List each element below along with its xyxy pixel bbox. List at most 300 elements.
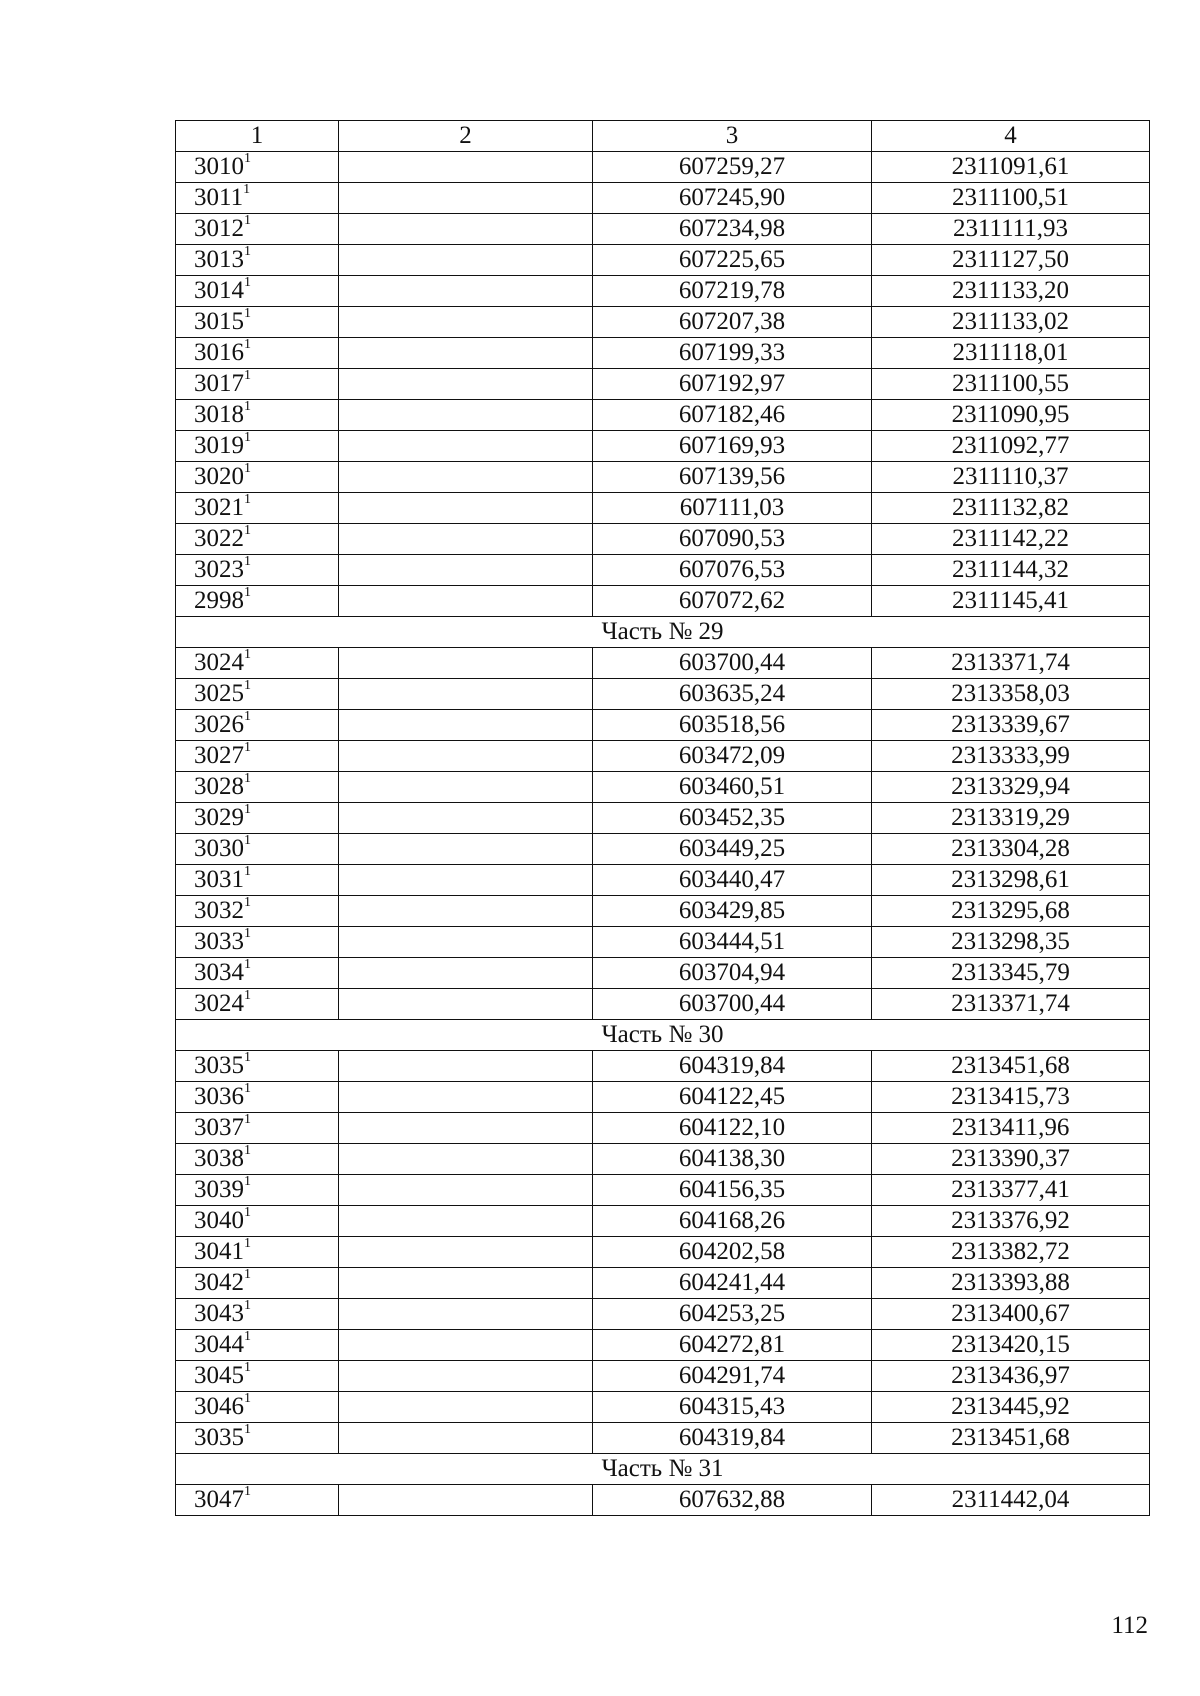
col-2-cell	[339, 1175, 593, 1206]
section-title: Часть № 30	[176, 1020, 1150, 1051]
col-2-cell	[339, 1392, 593, 1423]
col-2-cell	[339, 1299, 593, 1330]
point-number: 3042	[194, 1269, 244, 1296]
y-coordinate-cell: 2311090,95	[872, 400, 1150, 431]
point-number: 3043	[194, 1300, 244, 1327]
col-2-cell	[339, 989, 593, 1020]
x-coordinate-cell: 603444,51	[593, 927, 872, 958]
col-2-cell	[339, 431, 593, 462]
point-superscript: 1	[244, 461, 251, 476]
table-row	[176, 338, 1150, 369]
point-superscript: 1	[244, 368, 251, 383]
point-number: 3027	[194, 742, 244, 769]
section-title: Часть № 29	[176, 617, 1150, 648]
point-number: 3020	[194, 463, 244, 490]
point-number: 3015	[194, 308, 244, 335]
point-superscript: 1	[244, 864, 251, 879]
point-cell	[176, 1423, 339, 1454]
point-cell	[176, 152, 339, 183]
point-superscript: 1	[244, 1081, 251, 1096]
point-cell	[176, 586, 339, 617]
point-superscript: 1	[244, 244, 251, 259]
col-2-cell	[339, 152, 593, 183]
point-superscript: 1	[244, 1267, 251, 1282]
point-cell	[176, 338, 339, 369]
point-superscript: 1	[244, 895, 251, 910]
point-superscript: 1	[244, 1484, 251, 1499]
point-number: 3017	[194, 370, 244, 397]
col-2-cell	[339, 1206, 593, 1237]
table-row	[176, 958, 1150, 989]
page-number: 112	[1111, 1612, 1148, 1639]
col-2-cell	[339, 1082, 593, 1113]
header-col-2: 2	[339, 121, 593, 152]
y-coordinate-cell: 2311145,41	[872, 586, 1150, 617]
table-row	[176, 524, 1150, 555]
y-coordinate-cell: 2313319,29	[872, 803, 1150, 834]
section-row	[176, 1454, 1150, 1485]
y-coordinate-cell: 2311100,55	[872, 369, 1150, 400]
x-coordinate-cell: 607192,97	[593, 369, 872, 400]
x-coordinate-cell: 607090,53	[593, 524, 872, 555]
col-2-cell	[339, 772, 593, 803]
col-2-cell	[339, 648, 593, 679]
point-cell	[176, 989, 339, 1020]
point-number: 3035	[194, 1424, 244, 1451]
table-row	[176, 152, 1150, 183]
y-coordinate-cell: 2313376,92	[872, 1206, 1150, 1237]
y-coordinate-cell: 2311132,82	[872, 493, 1150, 524]
point-number: 3016	[194, 339, 244, 366]
point-superscript: 1	[244, 1391, 251, 1406]
point-number: 3047	[194, 1486, 244, 1513]
x-coordinate-cell: 604315,43	[593, 1392, 872, 1423]
col-2-cell	[339, 896, 593, 927]
point-cell	[176, 431, 339, 462]
point-superscript: 1	[244, 771, 251, 786]
y-coordinate-cell: 2313415,73	[872, 1082, 1150, 1113]
col-2-cell	[339, 1051, 593, 1082]
x-coordinate-cell: 604168,26	[593, 1206, 872, 1237]
table-row	[176, 1361, 1150, 1392]
table-row	[176, 1299, 1150, 1330]
coordinates-table	[175, 120, 1150, 1516]
x-coordinate-cell: 607245,90	[593, 183, 872, 214]
y-coordinate-cell: 2311100,51	[872, 183, 1150, 214]
table-row	[176, 1423, 1150, 1454]
point-superscript: 1	[244, 802, 251, 817]
point-cell	[176, 400, 339, 431]
x-coordinate-cell: 604122,10	[593, 1113, 872, 1144]
col-2-cell	[339, 400, 593, 431]
col-2-cell	[339, 1268, 593, 1299]
table-row	[176, 1485, 1150, 1516]
col-2-cell	[339, 1485, 593, 1516]
table-row	[176, 989, 1150, 1020]
point-cell	[176, 803, 339, 834]
point-superscript: 1	[244, 740, 251, 755]
x-coordinate-cell: 604156,35	[593, 1175, 872, 1206]
point-superscript: 1	[244, 151, 251, 166]
col-2-cell	[339, 369, 593, 400]
header-row	[176, 121, 1150, 152]
col-2-cell	[339, 710, 593, 741]
x-coordinate-cell: 603440,47	[593, 865, 872, 896]
y-coordinate-cell: 2313371,74	[872, 648, 1150, 679]
point-cell	[176, 1082, 339, 1113]
point-number: 3012	[194, 215, 244, 242]
point-number: 3032	[194, 897, 244, 924]
point-number: 3035	[194, 1052, 244, 1079]
table-row	[176, 586, 1150, 617]
table-row	[176, 834, 1150, 865]
y-coordinate-cell: 2311442,04	[872, 1485, 1150, 1516]
table-row	[176, 555, 1150, 586]
col-2-cell	[339, 555, 593, 586]
x-coordinate-cell: 603452,35	[593, 803, 872, 834]
col-2-cell	[339, 462, 593, 493]
point-number: 3038	[194, 1145, 244, 1172]
y-coordinate-cell: 2313393,88	[872, 1268, 1150, 1299]
y-coordinate-cell: 2313298,35	[872, 927, 1150, 958]
point-superscript: 1	[244, 1205, 251, 1220]
point-cell	[176, 493, 339, 524]
col-2-cell	[339, 865, 593, 896]
x-coordinate-cell: 607182,46	[593, 400, 872, 431]
point-cell	[176, 1051, 339, 1082]
table-row	[176, 1144, 1150, 1175]
x-coordinate-cell: 603704,94	[593, 958, 872, 989]
table-row	[176, 1082, 1150, 1113]
point-cell	[176, 772, 339, 803]
y-coordinate-cell: 2313333,99	[872, 741, 1150, 772]
x-coordinate-cell: 603449,25	[593, 834, 872, 865]
y-coordinate-cell: 2311142,22	[872, 524, 1150, 555]
col-2-cell	[339, 803, 593, 834]
point-number: 3034	[194, 959, 244, 986]
x-coordinate-cell: 603635,24	[593, 679, 872, 710]
point-cell	[176, 462, 339, 493]
x-coordinate-cell: 607076,53	[593, 555, 872, 586]
y-coordinate-cell: 2313382,72	[872, 1237, 1150, 1268]
table-row	[176, 276, 1150, 307]
y-coordinate-cell: 2311118,01	[872, 338, 1150, 369]
y-coordinate-cell: 2311127,50	[872, 245, 1150, 276]
point-number: 3010	[194, 153, 244, 180]
table-row	[176, 1237, 1150, 1268]
point-superscript: 1	[244, 647, 251, 662]
x-coordinate-cell: 604122,45	[593, 1082, 872, 1113]
col-2-cell	[339, 1144, 593, 1175]
point-cell	[176, 1330, 339, 1361]
point-number: 3029	[194, 804, 244, 831]
x-coordinate-cell: 603460,51	[593, 772, 872, 803]
header-col-4: 4	[872, 121, 1150, 152]
point-cell	[176, 1299, 339, 1330]
point-number: 3011	[194, 184, 244, 211]
point-superscript: 1	[244, 988, 251, 1003]
col-2-cell	[339, 245, 593, 276]
point-cell	[176, 369, 339, 400]
table-row	[176, 369, 1150, 400]
point-cell	[176, 1485, 339, 1516]
table-row	[176, 1330, 1150, 1361]
x-coordinate-cell: 604319,84	[593, 1423, 872, 1454]
point-number: 3044	[194, 1331, 244, 1358]
table-row	[176, 183, 1150, 214]
point-cell	[176, 710, 339, 741]
y-coordinate-cell: 2311133,02	[872, 307, 1150, 338]
point-cell	[176, 307, 339, 338]
point-number: 3033	[194, 928, 244, 955]
x-coordinate-cell: 607234,98	[593, 214, 872, 245]
point-superscript: 1	[244, 1329, 251, 1344]
col-2-cell	[339, 586, 593, 617]
point-cell	[176, 958, 339, 989]
point-superscript: 1	[244, 678, 251, 693]
section-row	[176, 1020, 1150, 1051]
y-coordinate-cell: 2313400,67	[872, 1299, 1150, 1330]
point-number: 3024	[194, 649, 244, 676]
col-2-cell	[339, 214, 593, 245]
point-superscript: 1	[244, 1143, 251, 1158]
section-title: Часть № 31	[176, 1454, 1150, 1485]
point-superscript: 1	[244, 399, 251, 414]
table-row	[176, 307, 1150, 338]
point-superscript: 1	[244, 957, 251, 972]
point-cell	[176, 1237, 339, 1268]
y-coordinate-cell: 2311111,93	[872, 214, 1150, 245]
x-coordinate-cell: 604272,81	[593, 1330, 872, 1361]
point-cell	[176, 834, 339, 865]
point-superscript: 1	[244, 430, 251, 445]
x-coordinate-cell: 607199,33	[593, 338, 872, 369]
point-cell	[176, 1175, 339, 1206]
point-number: 3018	[194, 401, 244, 428]
table-row	[176, 772, 1150, 803]
point-superscript: 1	[244, 523, 251, 538]
x-coordinate-cell: 607169,93	[593, 431, 872, 462]
table-row	[176, 1113, 1150, 1144]
x-coordinate-cell: 604202,58	[593, 1237, 872, 1268]
point-cell	[176, 183, 339, 214]
section-row	[176, 617, 1150, 648]
point-number: 3037	[194, 1114, 244, 1141]
point-cell	[176, 214, 339, 245]
point-number: 3039	[194, 1176, 244, 1203]
x-coordinate-cell: 607207,38	[593, 307, 872, 338]
y-coordinate-cell: 2313345,79	[872, 958, 1150, 989]
col-2-cell	[339, 276, 593, 307]
y-coordinate-cell: 2313329,94	[872, 772, 1150, 803]
point-superscript: 1	[243, 182, 251, 197]
point-superscript: 1	[244, 926, 251, 941]
y-coordinate-cell: 2313339,67	[872, 710, 1150, 741]
col-2-cell	[339, 1423, 593, 1454]
y-coordinate-cell: 2313377,41	[872, 1175, 1150, 1206]
point-number: 3028	[194, 773, 244, 800]
y-coordinate-cell: 2313411,96	[872, 1113, 1150, 1144]
col-2-cell	[339, 1361, 593, 1392]
table-row	[176, 1206, 1150, 1237]
x-coordinate-cell: 604291,74	[593, 1361, 872, 1392]
x-coordinate-cell: 603518,56	[593, 710, 872, 741]
point-cell	[176, 1392, 339, 1423]
point-superscript: 1	[244, 585, 251, 600]
point-number: 3040	[194, 1207, 244, 1234]
point-superscript: 1	[244, 709, 251, 724]
col-2-cell	[339, 741, 593, 772]
point-superscript: 1	[244, 213, 251, 228]
y-coordinate-cell: 2311110,37	[872, 462, 1150, 493]
point-cell	[176, 555, 339, 586]
point-cell	[176, 865, 339, 896]
point-number: 3026	[194, 711, 244, 738]
x-coordinate-cell: 604241,44	[593, 1268, 872, 1299]
col-2-cell	[339, 1113, 593, 1144]
x-coordinate-cell: 604253,25	[593, 1299, 872, 1330]
table-row	[176, 1392, 1150, 1423]
x-coordinate-cell: 604138,30	[593, 1144, 872, 1175]
col-2-cell	[339, 338, 593, 369]
x-coordinate-cell: 607072,62	[593, 586, 872, 617]
point-superscript: 1	[244, 1360, 251, 1375]
col-2-cell	[339, 493, 593, 524]
table-row	[176, 679, 1150, 710]
y-coordinate-cell: 2311144,32	[872, 555, 1150, 586]
point-cell	[176, 741, 339, 772]
table-row	[176, 1051, 1150, 1082]
table-row	[176, 896, 1150, 927]
col-2-cell	[339, 834, 593, 865]
point-superscript: 1	[244, 1174, 251, 1189]
table-row	[176, 1268, 1150, 1299]
col-2-cell	[339, 679, 593, 710]
point-number: 3023	[194, 556, 244, 583]
point-superscript: 1	[244, 306, 251, 321]
point-cell	[176, 648, 339, 679]
point-number: 3045	[194, 1362, 244, 1389]
point-superscript: 1	[244, 554, 251, 569]
table-row	[176, 431, 1150, 462]
col-2-cell	[339, 307, 593, 338]
coordinates-table-body	[176, 121, 1150, 1516]
point-number: 3021	[194, 494, 244, 521]
point-superscript: 1	[244, 1050, 251, 1065]
point-cell	[176, 524, 339, 555]
point-number: 3019	[194, 432, 244, 459]
point-superscript: 1	[244, 1236, 251, 1251]
y-coordinate-cell: 2313445,92	[872, 1392, 1150, 1423]
table-row	[176, 648, 1150, 679]
col-2-cell	[339, 1330, 593, 1361]
point-superscript: 1	[244, 1112, 251, 1127]
point-number: 3022	[194, 525, 244, 552]
point-number: 3041	[194, 1238, 244, 1265]
x-coordinate-cell: 603700,44	[593, 989, 872, 1020]
x-coordinate-cell: 607259,27	[593, 152, 872, 183]
x-coordinate-cell: 607139,56	[593, 462, 872, 493]
y-coordinate-cell: 2311091,61	[872, 152, 1150, 183]
table-row	[176, 803, 1150, 834]
y-coordinate-cell: 2313298,61	[872, 865, 1150, 896]
x-coordinate-cell: 603700,44	[593, 648, 872, 679]
point-cell	[176, 1361, 339, 1392]
x-coordinate-cell: 607225,65	[593, 245, 872, 276]
x-coordinate-cell: 607219,78	[593, 276, 872, 307]
table-row	[176, 493, 1150, 524]
y-coordinate-cell: 2313451,68	[872, 1423, 1150, 1454]
y-coordinate-cell: 2311092,77	[872, 431, 1150, 462]
x-coordinate-cell: 604319,84	[593, 1051, 872, 1082]
table-row	[176, 710, 1150, 741]
point-cell	[176, 1144, 339, 1175]
y-coordinate-cell: 2313436,97	[872, 1361, 1150, 1392]
table-row	[176, 741, 1150, 772]
y-coordinate-cell: 2313358,03	[872, 679, 1150, 710]
point-cell	[176, 1206, 339, 1237]
point-number: 3046	[194, 1393, 244, 1420]
point-superscript: 1	[244, 275, 251, 290]
table-row	[176, 214, 1150, 245]
y-coordinate-cell: 2313295,68	[872, 896, 1150, 927]
point-cell	[176, 1268, 339, 1299]
point-cell	[176, 276, 339, 307]
point-number: 3025	[194, 680, 244, 707]
point-number: 2998	[194, 587, 244, 614]
point-cell	[176, 1113, 339, 1144]
table-row	[176, 245, 1150, 276]
x-coordinate-cell: 603429,85	[593, 896, 872, 927]
point-cell	[176, 927, 339, 958]
point-superscript: 1	[244, 1298, 251, 1313]
point-superscript: 1	[244, 833, 251, 848]
col-2-cell	[339, 1237, 593, 1268]
x-coordinate-cell: 603472,09	[593, 741, 872, 772]
table-row	[176, 927, 1150, 958]
col-2-cell	[339, 927, 593, 958]
header-col-1: 1	[176, 121, 339, 152]
point-superscript: 1	[244, 337, 251, 352]
header-col-3: 3	[593, 121, 872, 152]
y-coordinate-cell: 2313304,28	[872, 834, 1150, 865]
x-coordinate-cell: 607632,88	[593, 1485, 872, 1516]
point-number: 3013	[194, 246, 244, 273]
table-row	[176, 400, 1150, 431]
point-superscript: 1	[244, 1422, 251, 1437]
point-number: 3014	[194, 277, 244, 304]
col-2-cell	[339, 183, 593, 214]
point-number: 3024	[194, 990, 244, 1017]
table-row	[176, 865, 1150, 896]
y-coordinate-cell: 2313420,15	[872, 1330, 1150, 1361]
point-cell	[176, 679, 339, 710]
table-row	[176, 462, 1150, 493]
point-superscript: 1	[244, 492, 251, 507]
col-2-cell	[339, 524, 593, 555]
y-coordinate-cell: 2311133,20	[872, 276, 1150, 307]
point-number: 3030	[194, 835, 244, 862]
y-coordinate-cell: 2313451,68	[872, 1051, 1150, 1082]
y-coordinate-cell: 2313371,74	[872, 989, 1150, 1020]
table-row	[176, 1175, 1150, 1206]
point-cell	[176, 896, 339, 927]
point-number: 3036	[194, 1083, 244, 1110]
y-coordinate-cell: 2313390,37	[872, 1144, 1150, 1175]
point-number: 3031	[194, 866, 244, 893]
col-2-cell	[339, 958, 593, 989]
x-coordinate-cell: 607111,03	[593, 493, 872, 524]
